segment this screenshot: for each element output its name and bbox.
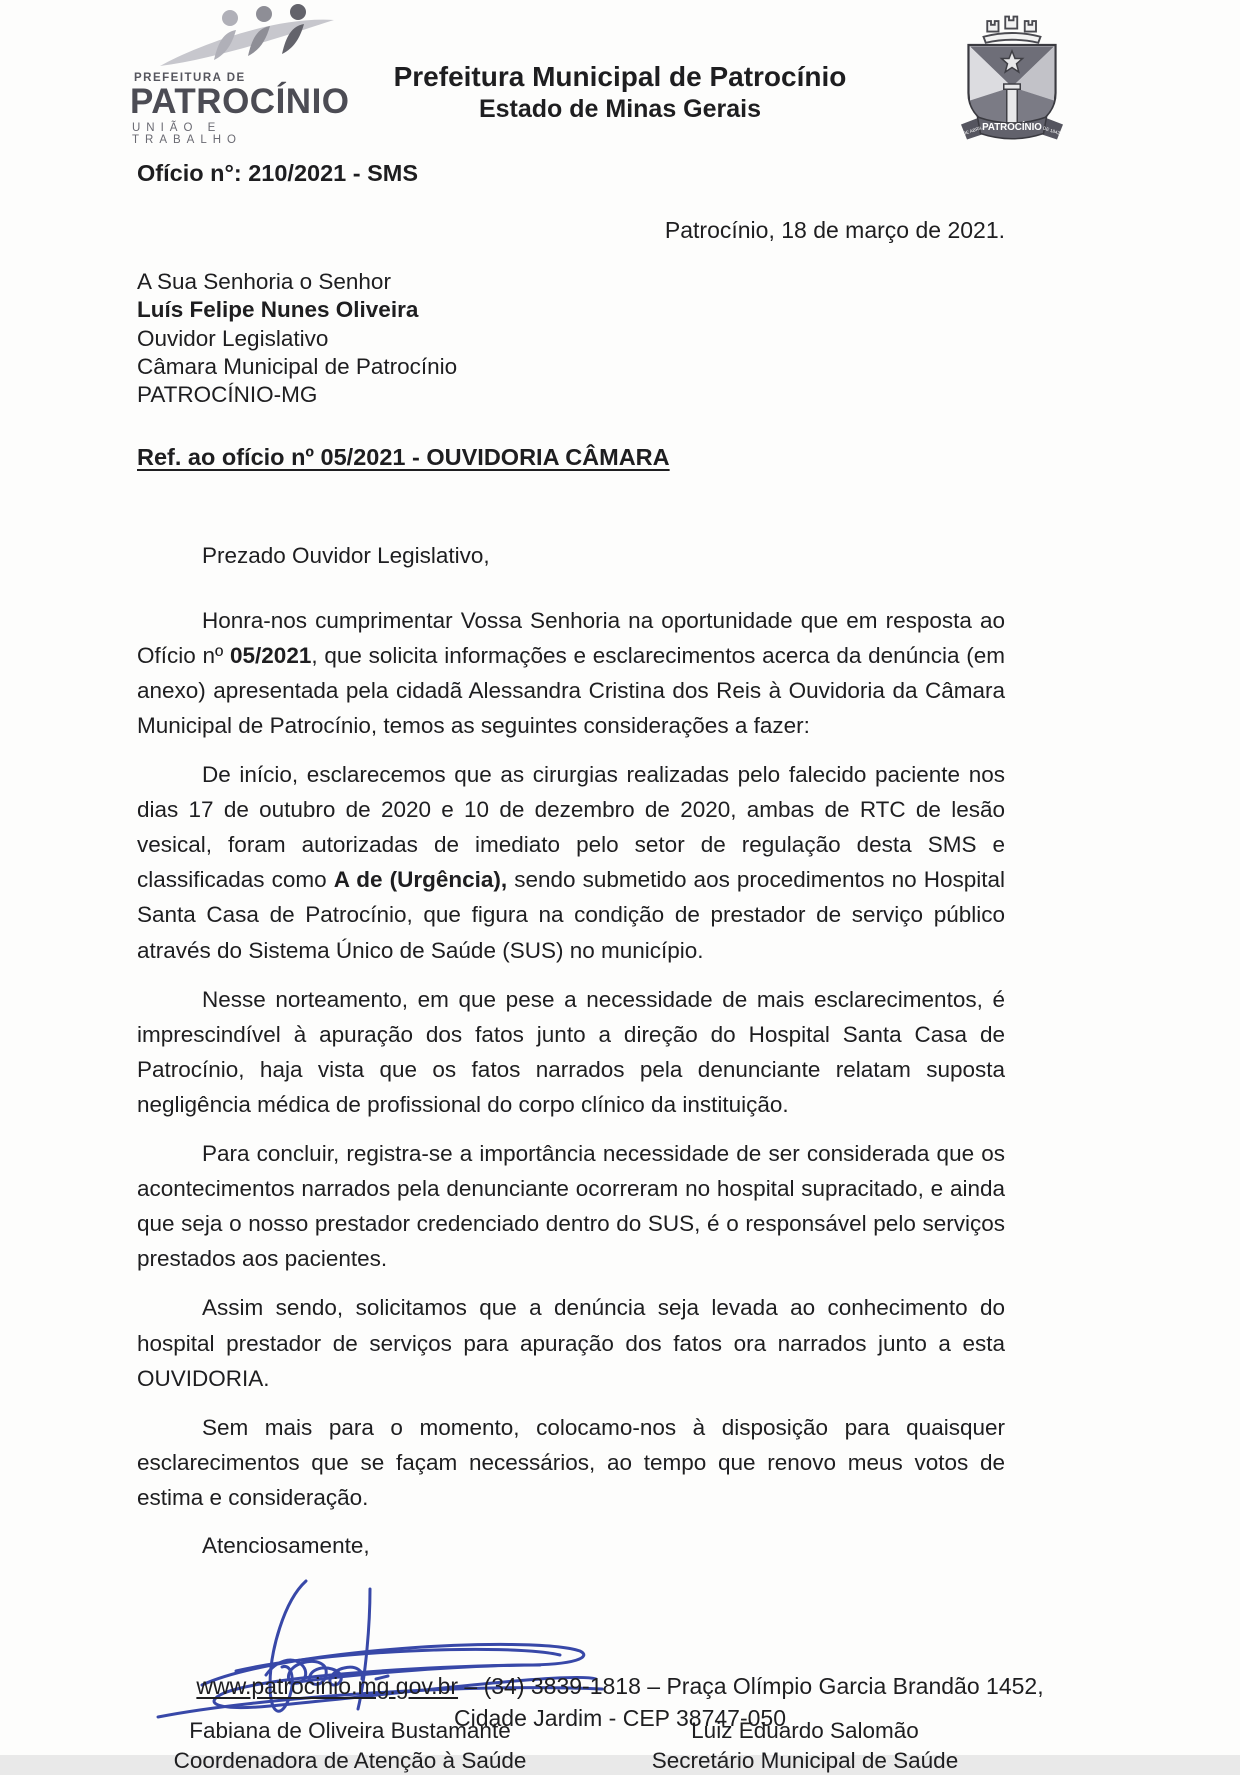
letter-body [0, 543, 1240, 1559]
recipient-name: Luís Felipe Nunes Oliveira [137, 297, 419, 323]
closing: Atenciosamente, [202, 1532, 370, 1558]
signatory-role: Coordenadora de Atenção à Saúde [173, 1747, 527, 1773]
paragraph-4: Para concluir, registra-se a importância necessidade de ser considerada que os acontecimentos narrados pela denunciante ocorreram no hospital supracitado, e ainda que seja o nosso prestador credenciado dentro do SUS, é o responsável pelo serviços prestados aos pacientes. [137, 1141, 1005, 1272]
signatory-role: Secretário Municipal de Saúde [651, 1747, 959, 1773]
oficio-number: Ofício n°: 210/2021 - SMS [137, 160, 419, 186]
paragraph-1 [137, 603, 1005, 743]
title-line2: Estado de Minas Gerais [478, 94, 762, 123]
footer-contact [165, 1670, 1075, 1735]
signatory-name: Fabiana de Oliveira Bustamante [189, 1718, 511, 1744]
logo-motto: UNIÃO E TRABALHO [132, 122, 242, 146]
p2-text: De início, esclarecemos que as cirurgias realizadas pelo falecido paciente nos dias 17 de outubro de 2020 e 10 de dezembro de 2020, ambas de RTC de lesão vesical, foram autorizadas de imediato pelo setor de regulação desta SMS e classificadas como [137, 762, 1005, 893]
logo-pretext: PREFEITURA DE [134, 72, 246, 84]
p2-text: sendo submetido aos procedimentos no Hospital Santa Casa de Patrocínio, que figura na condição de prestador de serviço público através do Sistema Único de Saúde (SUS) no município. [137, 867, 1006, 963]
title-line1: Prefeitura Municipal de Patrocínio [393, 61, 847, 92]
p2-bold: A de (Urgência), [333, 867, 508, 893]
crest-ribbon-text: PATROCÍNIO [982, 121, 1042, 133]
p1-bold: 05/2021 [230, 642, 312, 668]
paragraph-3: Nesse norteamento, em que pese a necessidade de mais esclarecimentos, é imprescindível à apuração dos fatos junto a direção do Hospital Santa Casa de Patrocínio, haja vista que os fatos narrados pela denunciante relatam suposta negligência médica de profissional do corpo clínico da instituição. [137, 986, 1005, 1117]
p1-text: Honra-nos cumprimentar Vossa Senhoria na oportunidade que em resposta ao Ofício nº [137, 607, 1005, 668]
recipient-line: Câmara Municipal de Patrocínio [137, 354, 458, 380]
recipient-block [137, 268, 1240, 410]
crest-left-text: DE ABRIL [962, 125, 983, 137]
recipient-line: A Sua Senhoria o Senhor [137, 269, 391, 294]
footer-url: www.patrocinio.mg.gov.br [196, 1672, 459, 1699]
p1-text: , que solicita informações e esclarecimentos acerca da denúncia (em anexo) apresentada pela cidadã Alessandra Cristina dos Reis à Ouvidoria da Câmara Municipal de Patrocínio, temos as seguintes considerações a fazer: [137, 642, 1005, 738]
recipient-line: PATROCÍNIO-MG [137, 382, 318, 408]
crest-right-text: DE 1842 [1042, 125, 1061, 136]
paragraph-2 [137, 757, 1005, 968]
coat-of-arms [952, 12, 1072, 155]
letterhead [0, 0, 1240, 150]
paragraph-6: Sem mais para o momento, colocamo-nos à disposição para quaisquer esclarecimentos que se façam necessários, ao tempo que renovo meus votos de estima e consideração. [137, 1414, 1005, 1510]
coat-of-arms-icon [952, 12, 1072, 150]
logo-name: PATROCÍNIO [130, 82, 350, 121]
date-line: Patrocínio, 18 de março de 2021. [664, 217, 1005, 243]
reference-line: Ref. ao ofício nº 05/2021 - OUVIDORIA CÂMARA [137, 443, 670, 470]
salutation: Prezado Ouvidor Legislativo, [202, 542, 490, 568]
signatory-name: Luiz Eduardo Salomão [691, 1718, 919, 1744]
paragraph-5: Assim sendo, solicitamos que a denúncia seja levada ao conhecimento do hospital prestador de serviços para apuração dos fatos ora narrados junto a esta OUVIDORIA. [137, 1295, 1005, 1391]
footer-address: – (34) 3839-1818 – Praça Olímpio Garcia Brandão 1452, Cidade Jardim - CEP 38747-050 [454, 1672, 1044, 1732]
recipient-line: Ouvidor Legislativo [137, 325, 329, 351]
